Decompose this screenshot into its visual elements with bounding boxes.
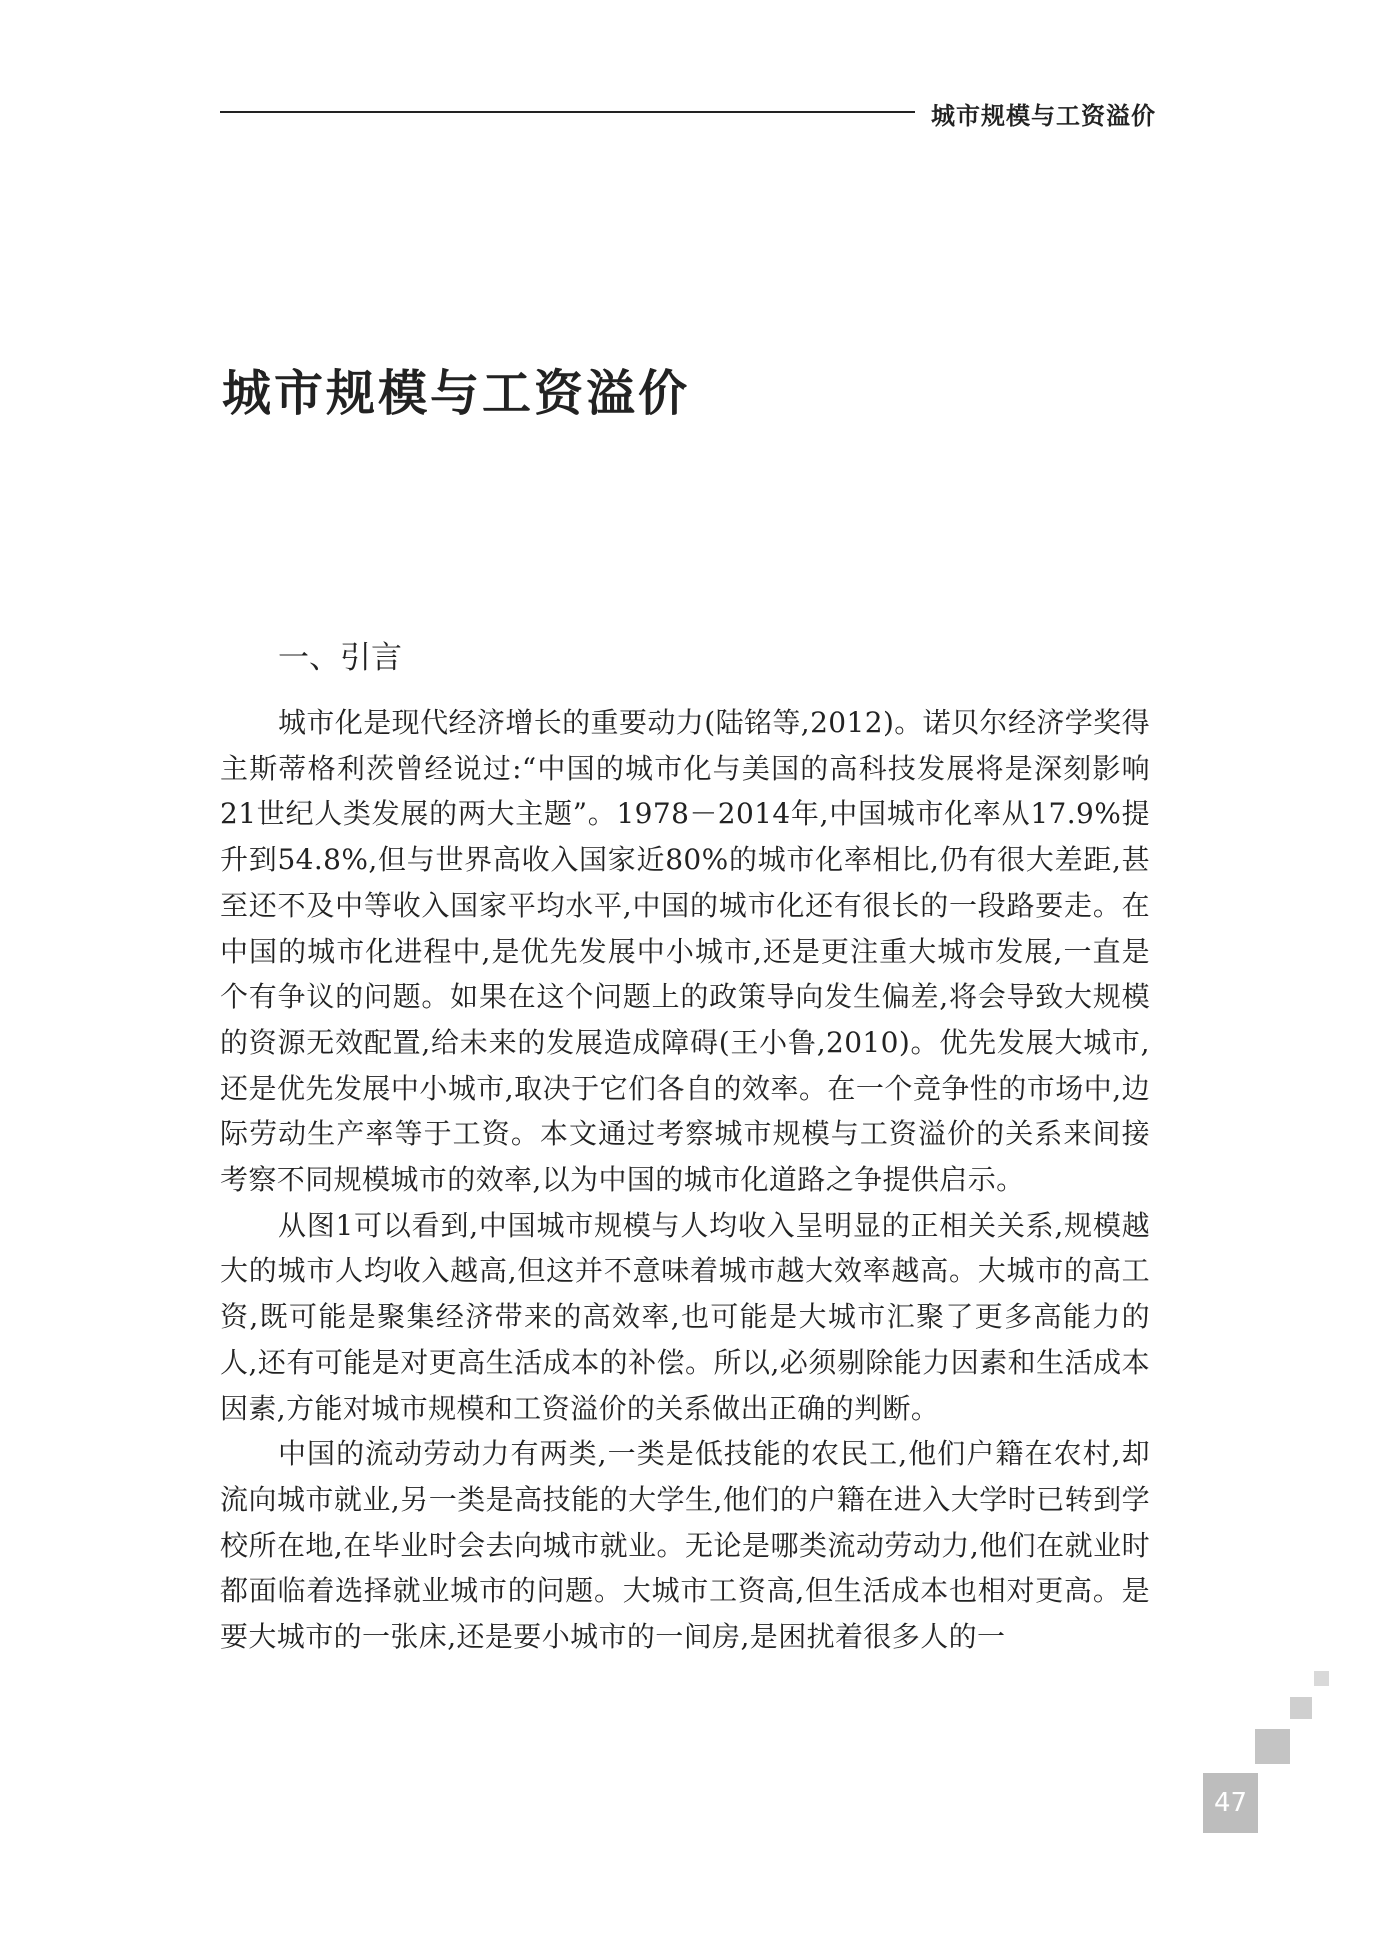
body-text — [220, 700, 1150, 1660]
decorative-square — [1290, 1697, 1312, 1719]
paragraph: 从图1可以看到,中国城市规模与人均收入呈明显的正相关关系,规模越大的城市人均收入越高,但这并不意味着城市越大效率越高。大城市的高工资,既可能是聚集经济带来的高效率,也可能是大城市汇聚了更多高能力的人,还有可能是对更高生活成本的补偿。所以,必须剔除能力因素和生活成本因素,方能对城市规模和工资溢价的关系做出正确的判断。 — [220, 1208, 1150, 1425]
decorative-square — [1314, 1671, 1329, 1686]
paragraph: 城市化是现代经济增长的重要动力(陆铭等,2012)。诺贝尔经济学奖得主斯蒂格利茨曾经说过:“中国的城市化与美国的高科技发展将是深刻影响21世纪人类发展的两大主题”。1978－2014年,中国城市化率从17.9%提升到54.8%,但与世界高收入国家近80%的城市化率相比,仍有很大差距,甚至还不及中等收入国家平均水平,中国的城市化还有很长的一段路要走。在中国的城市化进程中,是优先发展中小城市,还是更注重大城市发展,一直是个有争议的问题。如果在这个问题上的政策导向发生偏差,将会导致大规模的资源无效配置,给未来的发展造成障碍(王小鲁,2010)。优先发展大城市,还是优先发展中小城市,取决于它们各自的效率。在一个竞争性的市场中,边际劳动生产率等于工资。本文通过考察城市规模与工资溢价的关系来间接考察不同规模城市的效率,以为中国的城市化道路之争提供启示。 — [220, 706, 1150, 1197]
article-title: 城市规模与工资溢价 — [222, 365, 691, 422]
page-number: 47 — [1203, 1773, 1258, 1833]
running-head: 城市规模与工资溢价 — [931, 102, 1156, 130]
decorative-square — [1255, 1729, 1290, 1764]
header-rule — [220, 111, 915, 113]
paragraph: 中国的流动劳动力有两类,一类是低技能的农民工,他们户籍在农村,却流向城市就业,另一类是高技能的大学生,他们的户籍在进入大学时已转到学校所在地,在毕业时会去向城市就业。无论是哪类流动劳动力,他们在就业时都面临着选择就业城市的问题。大城市工资高,但生活成本也相对更高。是要大城市的一张床,还是要小城市的一间房,是困扰着很多人的一 — [220, 1437, 1150, 1654]
section-heading: 一、引言 — [278, 640, 402, 676]
